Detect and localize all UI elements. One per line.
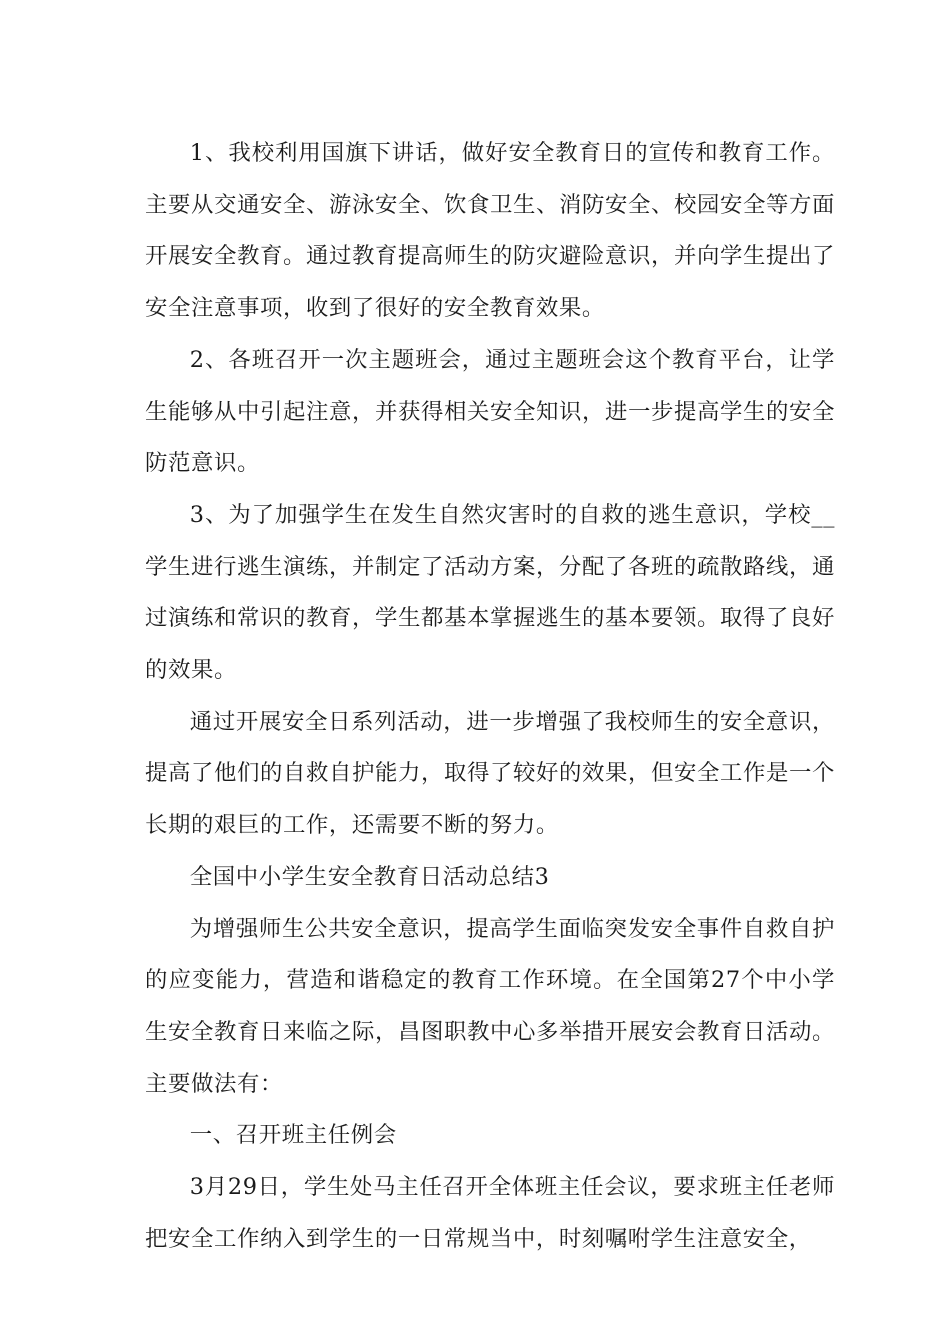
document-body	[145, 128, 835, 1265]
paragraph-item-3: 3、为了加强学生在发生自然灾害时的自救的逃生意识，学校__学生进行逃生演练，并制定了活动方案，分配了各班的疏散路线，通过演练和常识的教育，学生都基本掌握逃生的基本要领。取得了良好的效果。	[145, 501, 835, 684]
paragraph-summary: 通过开展安全日系列活动，进一步增强了我校师生的安全意识，提高了他们的自救自护能力，取得了较好的效果，但安全工作是一个长期的艰巨的工作，还需要不断的努力。	[145, 708, 835, 839]
section-heading: 一、召开班主任例会	[189, 1122, 397, 1149]
section-title: 全国中小学生安全教育日活动总结3	[189, 863, 550, 890]
paragraph-intro: 为增强师生公共安全意识，提高学生面临突发安全事件自救自护的应变能力，营造和谐稳定的教育工作环境。在全国第27个中小学生安全教育日来临之际，昌图职教中心多举措开展安会教育日活动。主要做法有：	[145, 915, 835, 1097]
paragraph-meeting: 3月29日，学生处马主任召开全体班主任会议，要求班主任老师把安全工作纳入到学生的一日常规当中，时刻嘱咐学生注意安全，	[145, 1174, 835, 1252]
paragraph-item-2: 2、各班召开一次主题班会，通过主题班会这个教育平台，让学生能够从中引起注意，并获得相关安全知识，进一步提高学生的安全防范意识。	[145, 346, 835, 477]
paragraph-item-1: 1、我校利用国旗下讲话，做好安全教育日的宣传和教育工作。主要从交通安全、游泳安全、饮食卫生、消防安全、校园安全等方面开展安全教育。通过教育提高师生的防灾避险意识，并向学生提出了安全注意事项，收到了很好的安全教育效果。	[145, 140, 835, 322]
